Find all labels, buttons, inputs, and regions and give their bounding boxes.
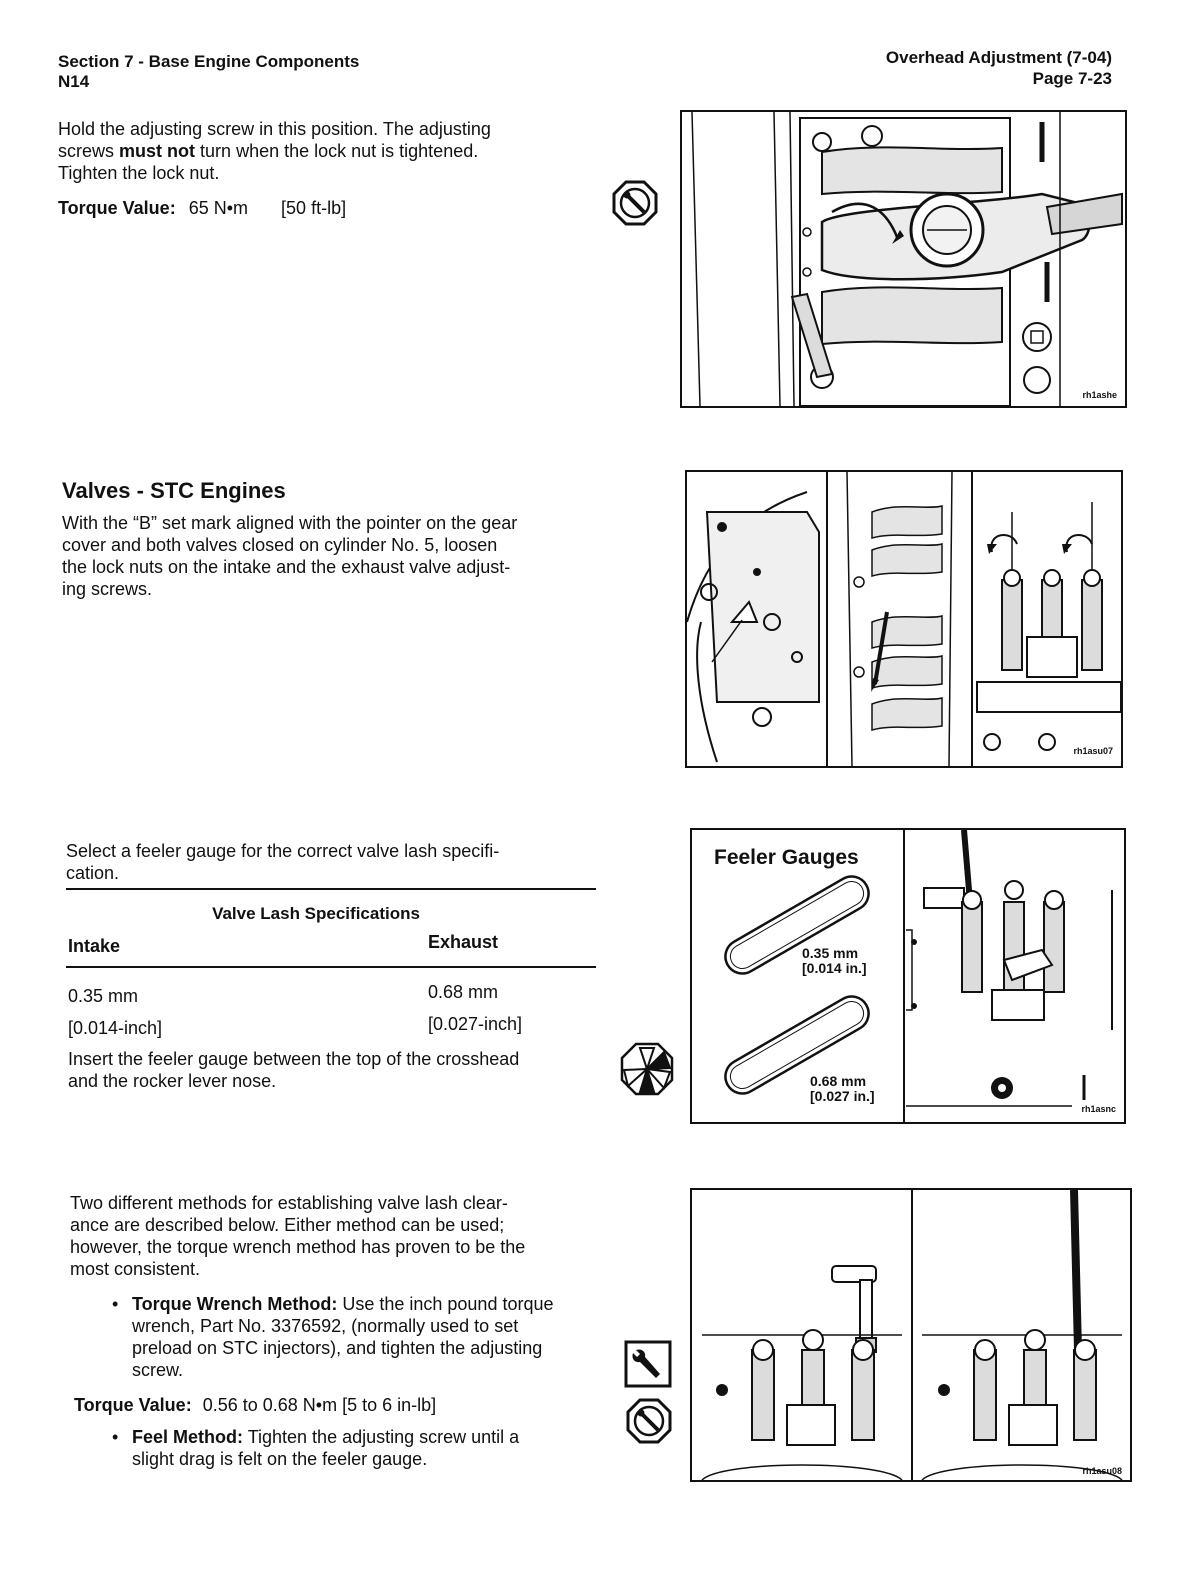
figure-code: rh1asu08: [1082, 1466, 1122, 1476]
col-intake: Intake: [68, 936, 121, 956]
block3-intro-line: cation.: [66, 863, 120, 883]
engine-model: N14: [58, 72, 90, 91]
block4-intro-line: however, the torque wrench method has proven to be the: [70, 1237, 526, 1257]
gauge2-in: [0.027 in.]: [810, 1088, 875, 1104]
torque-wrench-icon: [626, 1398, 672, 1444]
page-number: Page 7-23: [1032, 69, 1112, 88]
table-row: [66, 1000, 596, 1038]
section-title: Section 7 - Base Engine Components: [58, 52, 360, 71]
block3-intro-line: Select a feeler gauge for the correct valve lash specifi-: [66, 841, 500, 861]
bullet1-label: Torque Wrench Method:: [132, 1294, 338, 1314]
exhaust-mm: 0.68 mm: [428, 982, 499, 1002]
block2-line: cover and both valves closed on cylinder No. 5, loosen: [62, 535, 498, 555]
block4-intro-line: ance are described below. Either method can be used;: [70, 1215, 505, 1235]
emphasis-must-not: must not: [119, 141, 196, 161]
bullet1-line: preload on STC injectors), and tighten the adjusting: [132, 1338, 543, 1358]
section-header: [58, 52, 359, 92]
torque-wrench-icon: [612, 180, 658, 226]
block1-line-a: Hold the adjusting screw in this position. The adjusting: [58, 119, 491, 139]
block2-line: the lock nuts on the intake and the exhaust valve adjust-: [62, 557, 511, 577]
table-header-row: [66, 924, 596, 958]
figure-adjusting-methods: [690, 1188, 1132, 1482]
figure-feeler-gauges: [690, 828, 1126, 1124]
block4-intro-line: most consistent.: [70, 1259, 201, 1279]
bullet-dot: •: [112, 1427, 119, 1447]
block2-line: With the “B” set mark aligned with the pointer on the gear: [62, 513, 518, 533]
block4-intro: [70, 1192, 610, 1280]
torque-label: Torque Value:: [74, 1395, 192, 1415]
figure-torque-locknut: [680, 110, 1127, 408]
block1-line-b: screws must not turn when the lock nut is tightened.: [58, 141, 479, 161]
block2-text: [62, 512, 602, 600]
bullet1-line: screw.: [132, 1360, 184, 1380]
block4-torque: [74, 1394, 436, 1416]
torque-label: Torque Value:: [58, 198, 176, 218]
bullet2-line1: Tighten the adjusting screw until a: [247, 1427, 520, 1447]
exhaust-in: [0.027-inch]: [428, 1014, 523, 1034]
block1-torque: [58, 197, 346, 219]
bullet2-line2: slight drag is felt on the feeler gauge.: [132, 1449, 428, 1469]
block2-line: ing screws.: [62, 579, 153, 599]
bullet-dot: •: [112, 1294, 119, 1314]
block3-insert-line: Insert the feeler gauge between the top of the crosshead: [68, 1049, 520, 1069]
figure-title: Feeler Gauges: [714, 846, 859, 869]
bullet-feel-method: [112, 1426, 604, 1470]
block3-insert: [68, 1048, 608, 1092]
intake-in: [0.014-inch]: [68, 1018, 163, 1038]
valve-lash-table: [66, 888, 596, 1038]
gauge1-in: [0.014 in.]: [802, 960, 867, 976]
figure-code: rh1ashe: [1082, 390, 1117, 400]
gauge1-mm: 0.35 mm: [802, 945, 859, 961]
bullet2-label: Feel Method:: [132, 1427, 243, 1447]
block3-intro: [66, 840, 606, 884]
intake-mm: 0.35 mm: [68, 986, 139, 1006]
figure-code: rh1asnc: [1081, 1104, 1116, 1114]
block4-intro-line: Two different methods for establishing valve lash clear-: [70, 1193, 508, 1213]
bullet1-line1: Use the inch pound torque: [342, 1294, 554, 1314]
gauge2-mm: 0.68 mm: [810, 1073, 867, 1089]
bullet-torque-wrench-method: [112, 1293, 604, 1381]
page-header: [886, 47, 1112, 89]
bullet1-first-line: [112, 1293, 604, 1315]
block1-text: [58, 118, 598, 184]
col-exhaust: Exhaust: [428, 932, 499, 952]
gauge1-label: [802, 946, 867, 976]
wrench-icon: [624, 1340, 672, 1388]
torque-imperial: [50 ft-lb]: [281, 198, 347, 218]
block1-line-c: Tighten the lock nut.: [58, 163, 220, 183]
bullet2-first-line: [112, 1426, 604, 1448]
figure-set-mark-locknuts: [685, 470, 1123, 768]
table-top-rule: [66, 888, 596, 890]
feeler-gauge-icon: [620, 1042, 674, 1096]
table-row: [66, 968, 596, 1006]
torque-range: 0.56 to 0.68 N•m [5 to 6 in-lb]: [202, 1395, 437, 1415]
bullet1-line: wrench, Part No. 3376592, (normally used to set: [132, 1316, 519, 1336]
table-title: Valve Lash Specifications: [212, 904, 420, 923]
torque-metric: 65 N•m: [188, 198, 249, 218]
figure-code: rh1asu07: [1073, 746, 1113, 756]
block3-insert-line: and the rocker lever nose.: [68, 1071, 277, 1091]
procedure-title: Overhead Adjustment (7-04): [885, 48, 1112, 67]
heading-valves-stc: Valves - STC Engines: [62, 478, 286, 503]
gauge2-label: [810, 1074, 875, 1104]
